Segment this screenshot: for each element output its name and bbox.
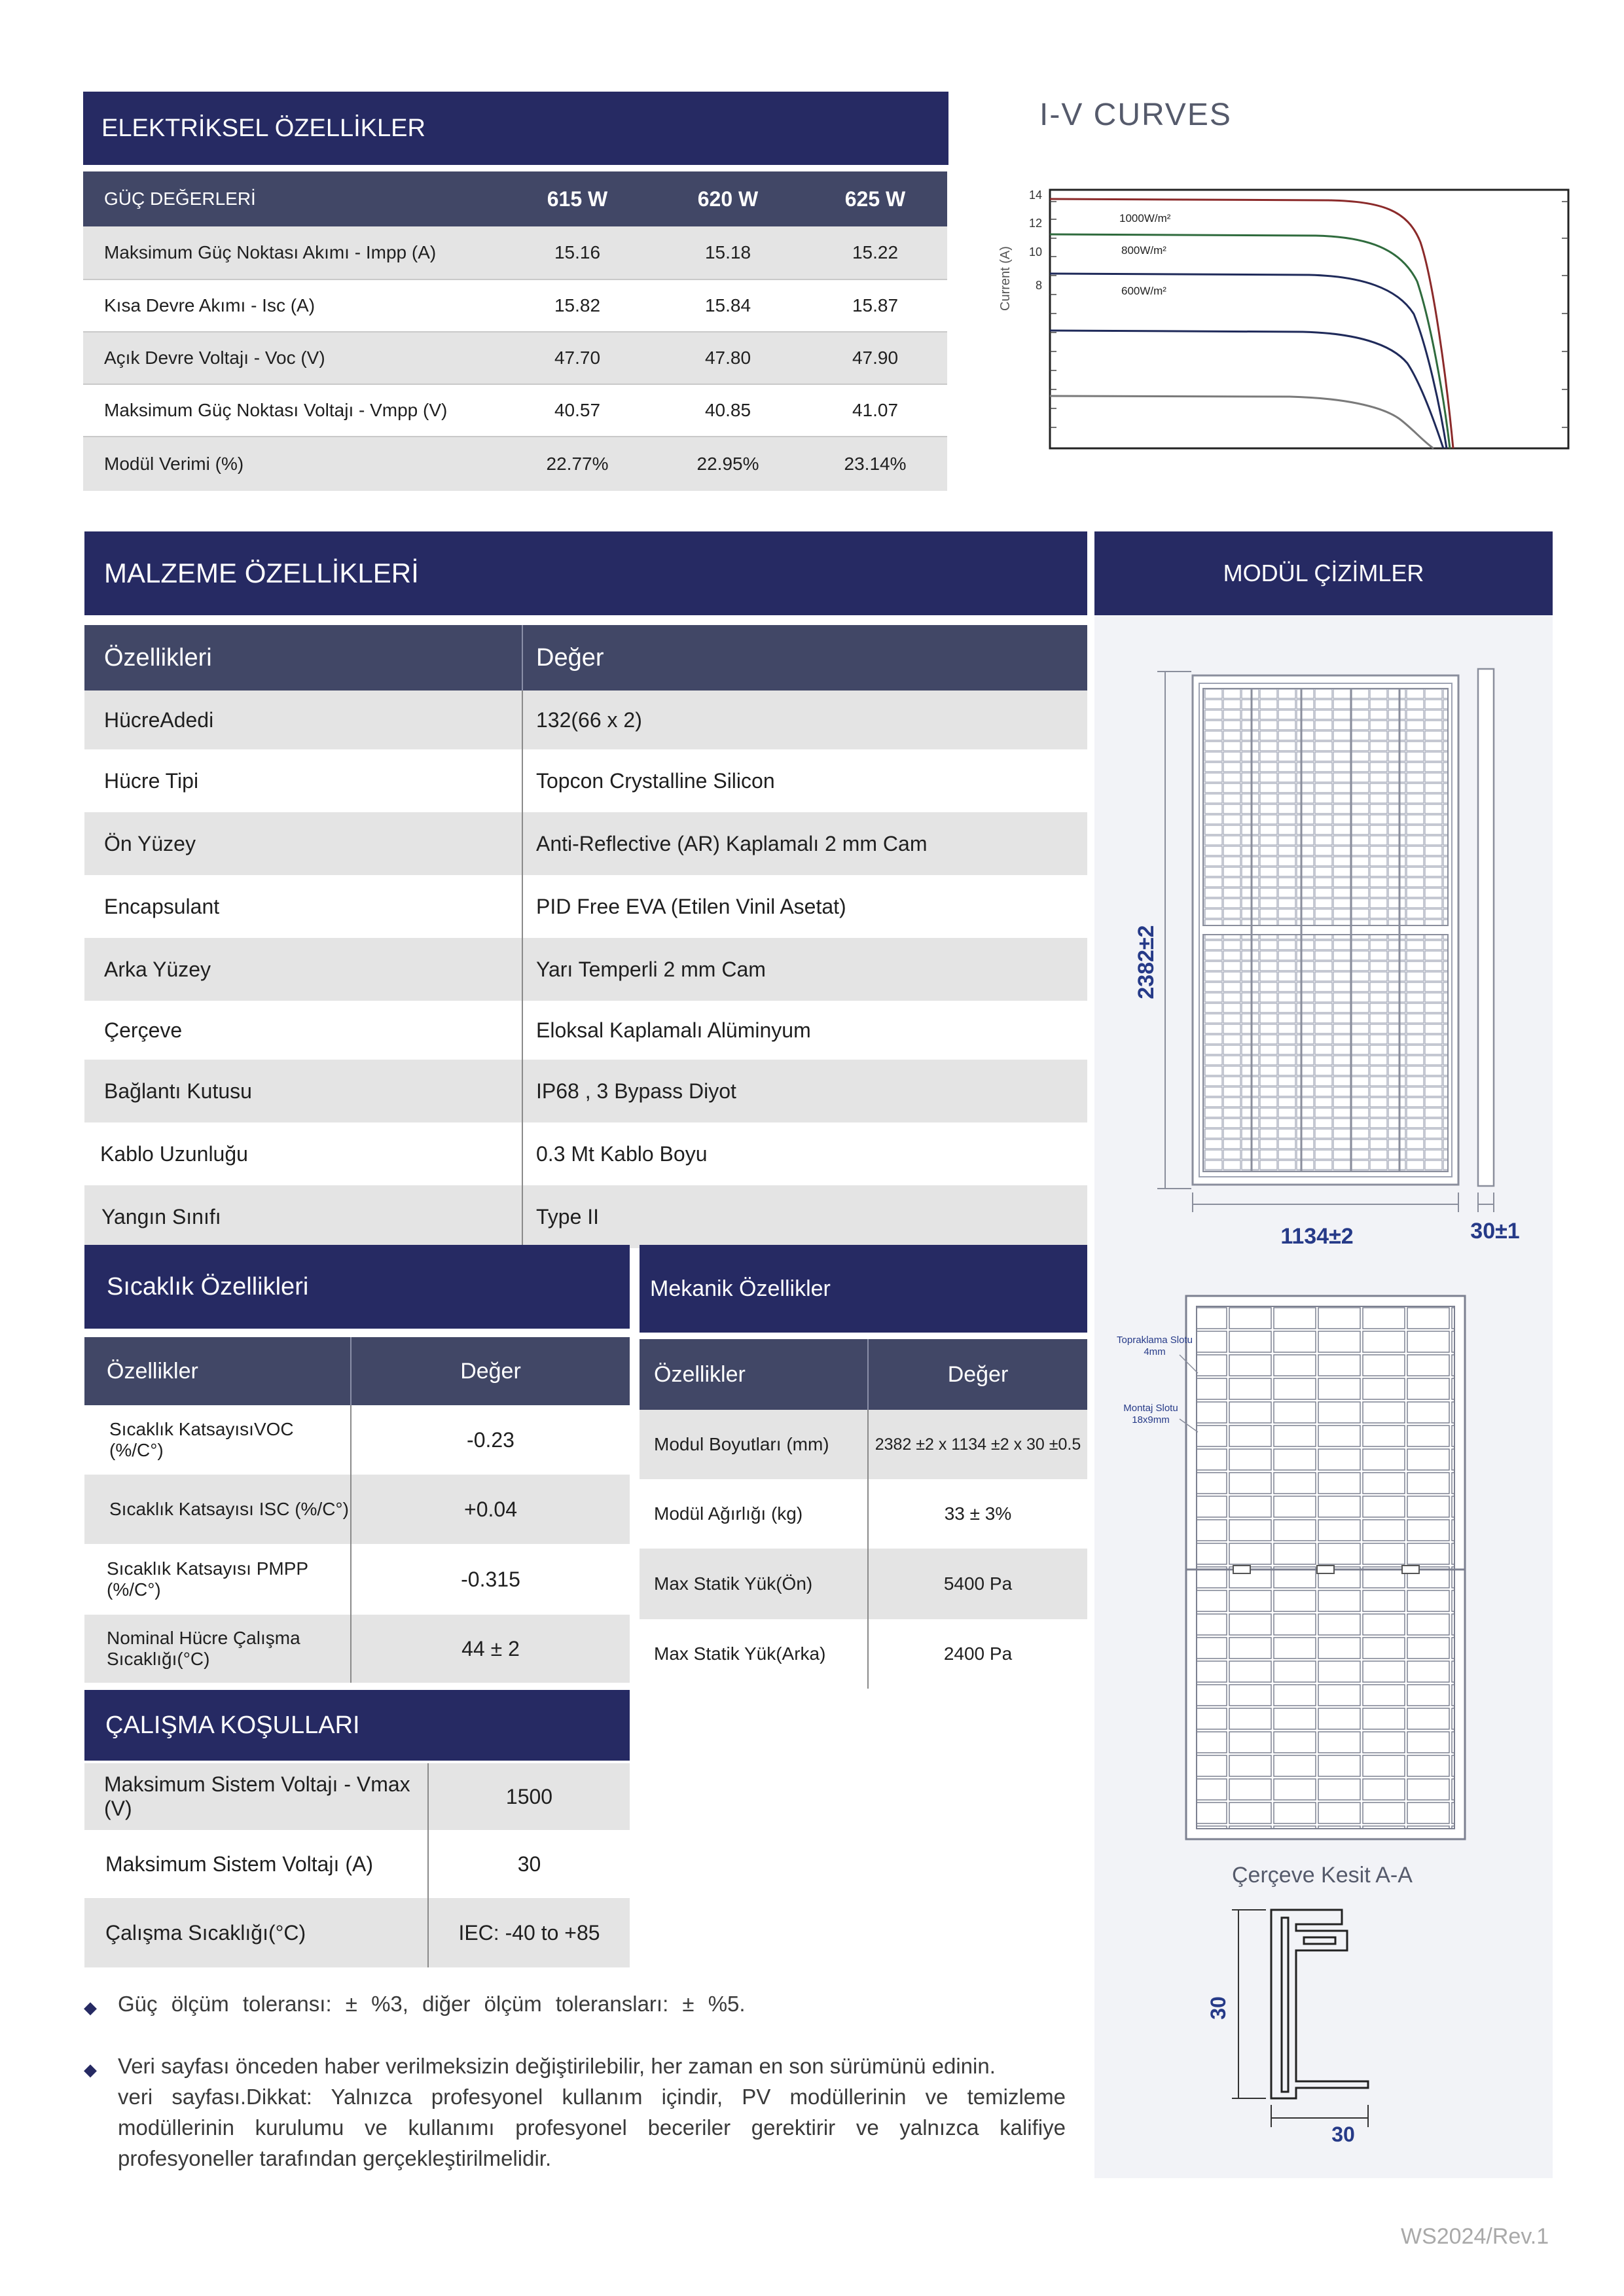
mechanical-title: Mekanik Özellikler [650, 1276, 831, 1301]
table-row [84, 1615, 630, 1683]
row-label: Kablo Uzunluğu [100, 1141, 248, 1166]
notes [84, 1988, 1066, 2174]
table-row [83, 437, 947, 491]
mounting-slot-size: 18x9mm [1132, 1414, 1170, 1426]
row-label: Kısa Devre Akımı - Isc (A) [104, 295, 316, 315]
thickness-dimension: 30±1 [1470, 1219, 1520, 1244]
row-value: 41.07 [852, 400, 899, 420]
row-value: 30 [427, 1830, 630, 1898]
table-row [83, 332, 947, 385]
temperature-title-bar [84, 1245, 630, 1329]
revision-label: WS2024/Rev.1 [1401, 2224, 1549, 2249]
iv-curve-200 [1050, 396, 1434, 448]
temperature-title: Sıcaklık Özellikleri [107, 1272, 309, 1300]
row-value: Yarı Temperli 2 mm Cam [522, 938, 1087, 1001]
iv-ytick: 8 [1036, 279, 1043, 292]
table-row [84, 938, 1087, 1001]
row-label: Sıcaklık KatsayısıVOC (%/C°) [109, 1419, 294, 1460]
module-cells-bottom [1203, 935, 1448, 1172]
row-value: 2382 ±2 x 1134 ±2 x 30 ±0.5 [867, 1410, 1087, 1479]
note-line: profesyoneller tarafından gerçekleştirilmelidir. [118, 2146, 552, 2170]
noct-label [84, 1615, 350, 1683]
row-label: Maksimum Sistem Voltajı (A) [105, 1852, 373, 1876]
row-value: 22.95% [696, 454, 759, 474]
module-back-drawing [1094, 1283, 1553, 1846]
note-line: veri sayfası.Dikkat: Yalnızca profesyonel kullanım içindir, PV modüllerinin ve temizleme [118, 2085, 1066, 2109]
material-title: MALZEME ÖZELLİKLERİ [104, 558, 419, 588]
row-value: 47.70 [554, 348, 601, 368]
module-side-profile [1478, 669, 1494, 1186]
row-label: Çerçeve [104, 1018, 183, 1042]
operating-title-bar [84, 1690, 630, 1761]
row-value: Type II [522, 1185, 1087, 1248]
row-value: 15.87 [852, 295, 899, 315]
table-row [640, 1410, 1087, 1479]
temperature-table [84, 1337, 630, 1683]
mechanical-header-label: Özellikler [654, 1361, 746, 1387]
note-item [84, 2051, 1066, 2174]
operating-table [84, 1761, 630, 1967]
iv-ytick: 10 [1029, 245, 1043, 259]
table-row [84, 1544, 630, 1615]
iv-ylabel: Current (A) [998, 246, 1013, 311]
iv-curve-600 [1050, 274, 1447, 448]
note-item [84, 1988, 1066, 2023]
diamond-bullet-icon: ◆ [84, 2060, 97, 2079]
operating-title: ÇALIŞMA KOŞULLARI [105, 1711, 360, 1739]
diamond-bullet-icon: ◆ [84, 1998, 97, 2017]
noct-label-line1: Nominal Hücre Çalışma [107, 1628, 300, 1648]
electrical-title-bar [83, 92, 948, 165]
section-width-dim: 30 [1331, 2123, 1355, 2146]
electrical-header-label: GÜÇ DEĞERLERİ [104, 188, 256, 209]
row-value: 0.3 Mt Kablo Boyu [522, 1122, 1087, 1185]
material-table [84, 625, 1087, 1248]
table-row [84, 1001, 1087, 1060]
table-row [84, 691, 1087, 749]
row-value: -0.23 [350, 1405, 630, 1475]
table-row [640, 1549, 1087, 1619]
table-row [84, 1060, 1087, 1122]
iv-curve-400 [1050, 331, 1443, 448]
noct-label-line2: Sıcaklığı(°C) [107, 1649, 210, 1669]
table-row [84, 1761, 630, 1830]
row-value: 23.14% [844, 454, 907, 474]
row-label: Arka Yüzey [104, 957, 211, 981]
row-value: 40.85 [704, 400, 751, 420]
noct-value: 44 ± 2 [350, 1615, 630, 1683]
table-row [83, 385, 947, 437]
iv-curve-1000 [1050, 199, 1453, 448]
row-label: Max Statik Yük(Arka) [654, 1643, 826, 1664]
iv-ytick: 14 [1029, 188, 1043, 202]
table-row [84, 1122, 1087, 1185]
row-value: Anti-Reflective (AR) Kaplamalı 2 mm Cam [522, 812, 1087, 875]
row-value: IEC: -40 to +85 [427, 1898, 630, 1967]
iv-curve-800 [1050, 234, 1450, 448]
height-dimension: 2382±2 [1134, 925, 1159, 999]
row-value: 15.18 [704, 242, 751, 262]
row-value: Eloksal Kaplamalı Alüminyum [522, 1001, 1087, 1060]
table-row [84, 875, 1087, 938]
row-label: HücreAdedi [104, 708, 214, 732]
table-row [640, 1479, 1087, 1549]
iv-plot-frame [1050, 190, 1568, 448]
row-value: 47.90 [852, 348, 899, 368]
frame-profile [1271, 1910, 1368, 2098]
row-value: +0.04 [350, 1475, 630, 1544]
electrical-header-625: 625 W [844, 187, 906, 211]
row-value: 5400 Pa [867, 1549, 1087, 1619]
table-row [84, 1830, 630, 1898]
module-cells-top [1203, 689, 1448, 925]
row-value: 2400 Pa [867, 1619, 1087, 1689]
table-row [84, 1405, 630, 1475]
temperature-header-row [84, 1337, 630, 1405]
row-value: 47.80 [704, 348, 751, 368]
section-height-dim: 30 [1206, 1996, 1230, 2020]
iv-legend-800: 800W/m² [1121, 244, 1166, 257]
material-header-row [84, 625, 1087, 691]
row-value: 15.84 [704, 295, 751, 315]
row-value: 1500 [427, 1763, 630, 1830]
iv-legend-1000: 1000W/m² [1119, 212, 1171, 224]
row-label: Modul Boyutları (mm) [654, 1434, 829, 1454]
mechanical-table [640, 1339, 1087, 1689]
row-label: Modül Verimi (%) [104, 454, 244, 474]
iv-chart [988, 183, 1578, 458]
row-label: Modül Ağırlığı (kg) [654, 1503, 803, 1524]
table-row [640, 1619, 1087, 1689]
row-value: -0.315 [350, 1544, 630, 1615]
temperature-header-label: Özellikler [107, 1358, 198, 1384]
row-label: Max Statik Yük(Ön) [654, 1573, 813, 1594]
row-label: Maksimum Güç Noktası Voltajı - Vmpp (V) [104, 400, 448, 420]
table-row [84, 1898, 630, 1967]
table-row [83, 226, 947, 280]
mechanical-header-row [640, 1339, 1087, 1410]
mechanical-header-value: Değer [867, 1339, 1087, 1410]
electrical-header-620: 620 W [697, 187, 759, 211]
note-line: modüllerinin kurulumu ve kullanımı profesyonel beceriler gerektirir ve yalnızca kalifiye [118, 2115, 1066, 2140]
row-value: IP68 , 3 Bypass Diyot [522, 1060, 1087, 1122]
section-title: Çerçeve Kesit A-A [1232, 1863, 1413, 1888]
frame-section-drawing [1198, 1898, 1394, 2160]
row-label: Sıcaklık Katsayısı ISC (%/C°) [109, 1499, 349, 1519]
iv-chart-title: I-V CURVES [1039, 98, 1232, 132]
temperature-header-value: Değer [350, 1337, 630, 1405]
row-label: Maksimum Güç Noktası Akımı - Impp (A) [104, 242, 437, 262]
row-value: 33 ± 3% [867, 1479, 1087, 1549]
row-value: 40.57 [554, 400, 601, 420]
row-value: 22.77% [546, 454, 609, 474]
iv-legend-600: 600W/m² [1121, 285, 1166, 297]
row-value: 132(66 x 2) [522, 691, 1087, 749]
material-title-bar [84, 531, 1087, 615]
row-label: Açık Devre Voltajı - Voc (V) [104, 348, 325, 368]
mechanical-title-bar [640, 1245, 1087, 1333]
row-label: Hücre Tipi [104, 768, 199, 793]
row-label: Maksimum Sistem Voltajı - Vmax (V) [104, 1772, 410, 1820]
width-dimension: 1134±2 [1280, 1224, 1354, 1249]
note-text-block [118, 2051, 1066, 2174]
table-row [84, 749, 1087, 812]
row-label: Çalışma Sıcaklığı(°C) [105, 1920, 306, 1945]
table-row [83, 280, 947, 332]
material-header-value: Değer [522, 625, 1087, 691]
drawings-title: MODÜL ÇİZİMLER [1223, 560, 1424, 586]
row-value: Topcon Crystalline Silicon [522, 749, 1087, 812]
electrical-title: ELEKTRİKSEL ÖZELLİKLER [101, 114, 425, 142]
table-row [84, 1475, 630, 1544]
row-label: Sıcaklık Katsayısı PMPP (%/C°) [107, 1558, 308, 1600]
grounding-slot-size: 4mm [1144, 1346, 1166, 1357]
row-label: Encapsulant [104, 894, 220, 918]
electrical-table [83, 171, 947, 491]
row-value: 15.82 [554, 295, 601, 315]
note-text: Güç ölçüm toleransı: ± %3, diğer ölçüm toleransları: ± %5. [118, 1992, 746, 2016]
note-line: Veri sayfası önceden haber verilmeksizin değiştirilebilir, her zaman en son sürümünü edinin. [118, 2054, 996, 2078]
electrical-header-615: 615 W [547, 187, 608, 211]
row-value: PID Free EVA (Etilen Vinil Asetat) [522, 875, 1087, 938]
iv-ytick: 12 [1029, 217, 1043, 230]
electrical-header-row [83, 171, 947, 226]
table-row [84, 812, 1087, 875]
drawings-title-bar [1094, 531, 1553, 615]
row-label: Bağlantı Kutusu [104, 1079, 252, 1103]
row-label: Ön Yüzey [104, 831, 196, 855]
row-value: 15.22 [852, 242, 899, 262]
row-value: 15.16 [554, 242, 601, 262]
grounding-slot-label: Topraklama Slotu [1117, 1335, 1193, 1346]
mounting-slot-label: Montaj Slotu [1123, 1403, 1178, 1414]
table-row [84, 1185, 1087, 1248]
module-front-drawing [1094, 615, 1553, 1283]
row-label: Yangın Sınıfı [101, 1204, 221, 1229]
material-header-label: Özellikleri [104, 643, 212, 672]
